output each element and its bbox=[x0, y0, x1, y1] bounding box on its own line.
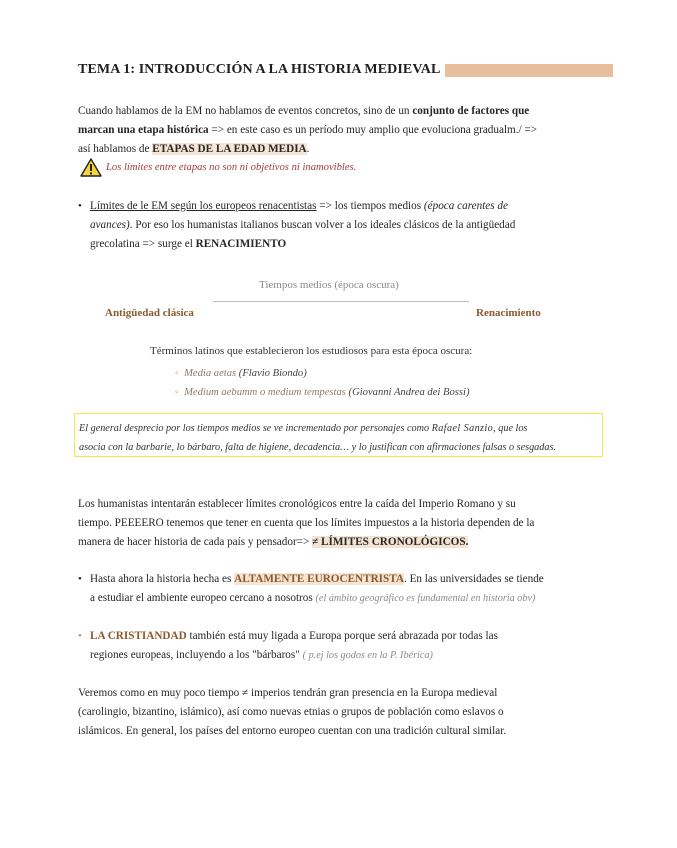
bullet2-text: también está muy ligada a Europa porque será abrazada por todas las bbox=[186, 630, 498, 642]
bullet2-aside: ( p.ej los godos en la P. Ibérica) bbox=[302, 650, 433, 661]
bullet1-text: Hasta ahora la historia hecha es bbox=[90, 573, 235, 585]
page-title: TEMA 1: INTRODUCCIÓN A LA HISTORIA MEDIEVAL bbox=[78, 62, 441, 77]
latin-author: (Flavio Biondo) bbox=[236, 368, 307, 379]
humanists-highlight: ≠ LÍMITES CRONOLÓGICOS. bbox=[312, 536, 469, 548]
bullet2-text: regiones europeas, incluyendo a los "bárbaros" bbox=[90, 649, 303, 661]
latin-list bbox=[175, 364, 469, 402]
intro-paragraph bbox=[78, 102, 618, 159]
title-accent-bar bbox=[445, 64, 613, 77]
humanists-line: tiempo. PEEEERO tenemos que tener en cuenta que los límites impuestos a la historia dependen de la bbox=[78, 517, 535, 529]
bullet-dot: • bbox=[78, 630, 82, 642]
intro-text: => en este caso es un período muy amplio que evoluciona gradualm./ => bbox=[208, 124, 538, 136]
eurocentric-paragraph bbox=[90, 570, 625, 608]
timeline-line bbox=[213, 301, 469, 302]
latin-term: Medium aebumm o medium tempestas bbox=[184, 387, 346, 398]
intro-highlight: ETAPAS DE LA EDAD MEDIA bbox=[152, 143, 307, 155]
note-line: asocia con la barbarie, lo bárbaro, falta de higiene, decadencia… y lo justifican con afirmaciones falsas o sesgadas. bbox=[79, 442, 556, 453]
closing-line: islámicos. En general, los países del entorno europeo cuentan con una tradición cultural similar. bbox=[78, 725, 507, 737]
intro-text: Cuando hablamos de la EM no hablamos de eventos concretos, sino de un bbox=[78, 105, 413, 117]
bullet1-text: a estudiar el ambiente europeo cercano a nosotros bbox=[90, 592, 316, 604]
bullet-dot: • bbox=[78, 573, 82, 585]
intro-bold: marcan una etapa histórica bbox=[78, 124, 209, 136]
limits-bold: RENACIMIENTO bbox=[195, 238, 287, 250]
bullet-dot: • bbox=[78, 200, 82, 212]
latin-author: (Giovanni Andrea dei Bossi) bbox=[345, 387, 470, 398]
limits-italic: (época carentes de bbox=[423, 200, 508, 212]
christianity-paragraph bbox=[90, 627, 625, 665]
limits-text: => los tiempos medios bbox=[316, 200, 424, 212]
latin-item: ◦ Media aetas (Flavio Biondo) bbox=[175, 368, 307, 379]
limits-text: . Por eso los humanistas italianos buscan volver a los ideales clásicos de la antigüedad bbox=[129, 219, 516, 231]
limits-paragraph bbox=[90, 197, 620, 254]
intro-bold: conjunto de factores que bbox=[412, 105, 530, 117]
bullet1-aside: (el ámbito geográfico es fundamental en historia obv) bbox=[315, 593, 536, 604]
humanists-line: Los humanistas intentarán establecer límites cronológicos entre la caída del Imperio Romano y su bbox=[78, 498, 516, 510]
bullet1-highlight: ALTAMENTE EUROCENTRISTA bbox=[234, 573, 404, 585]
timeline-right-label: Renacimiento bbox=[476, 307, 541, 319]
note-name: Rafael Sanzio bbox=[431, 423, 494, 434]
latin-heading: Términos latinos que establecieron los estudiosos para esta época oscura: bbox=[150, 345, 473, 357]
humanists-paragraph bbox=[78, 495, 623, 552]
intro-text: . bbox=[306, 143, 310, 155]
warning-text: Los límites entre etapas no son ni objetivos ni inamovibles. bbox=[106, 162, 357, 173]
limits-text: grecolatina => surge el bbox=[90, 238, 196, 250]
warning-icon bbox=[80, 158, 102, 182]
timeline-left-label: Antigüedad clásica bbox=[105, 307, 194, 319]
closing-line: Veremos como en muy poco tiempo ≠ imperios tendrán gran presencia en la Europa medieval bbox=[78, 687, 498, 699]
intro-text: así hablamos de bbox=[78, 143, 153, 155]
note-text bbox=[79, 419, 601, 457]
latin-term: Media aetas bbox=[184, 368, 237, 379]
closing-paragraph bbox=[78, 684, 623, 741]
bullet2-highlight: LA CRISTIANDAD bbox=[90, 630, 187, 642]
note-line: , que los bbox=[493, 423, 528, 434]
latin-item: ◦ Medium aebumm o medium tempestas (Giovanni Andrea dei Bossi) bbox=[175, 387, 470, 398]
timeline-middle-label: Tiempos medios (época oscura) bbox=[259, 279, 399, 291]
bullet1-text: . En las universidades se tiende bbox=[403, 573, 544, 585]
limits-underlined: Límites de le EM según los europeos renacentistas bbox=[90, 200, 317, 212]
humanists-line: manera de hacer historia de cada país y pensador=> bbox=[78, 536, 313, 548]
limits-italic: avances) bbox=[90, 219, 130, 231]
closing-line: (carolingio, bizantino, islámico), así como nuevas etnias o grupos de población como eslavos o bbox=[78, 706, 504, 718]
note-line: El general desprecio por los tiempos medios se ve incrementado por personajes como bbox=[79, 423, 432, 434]
